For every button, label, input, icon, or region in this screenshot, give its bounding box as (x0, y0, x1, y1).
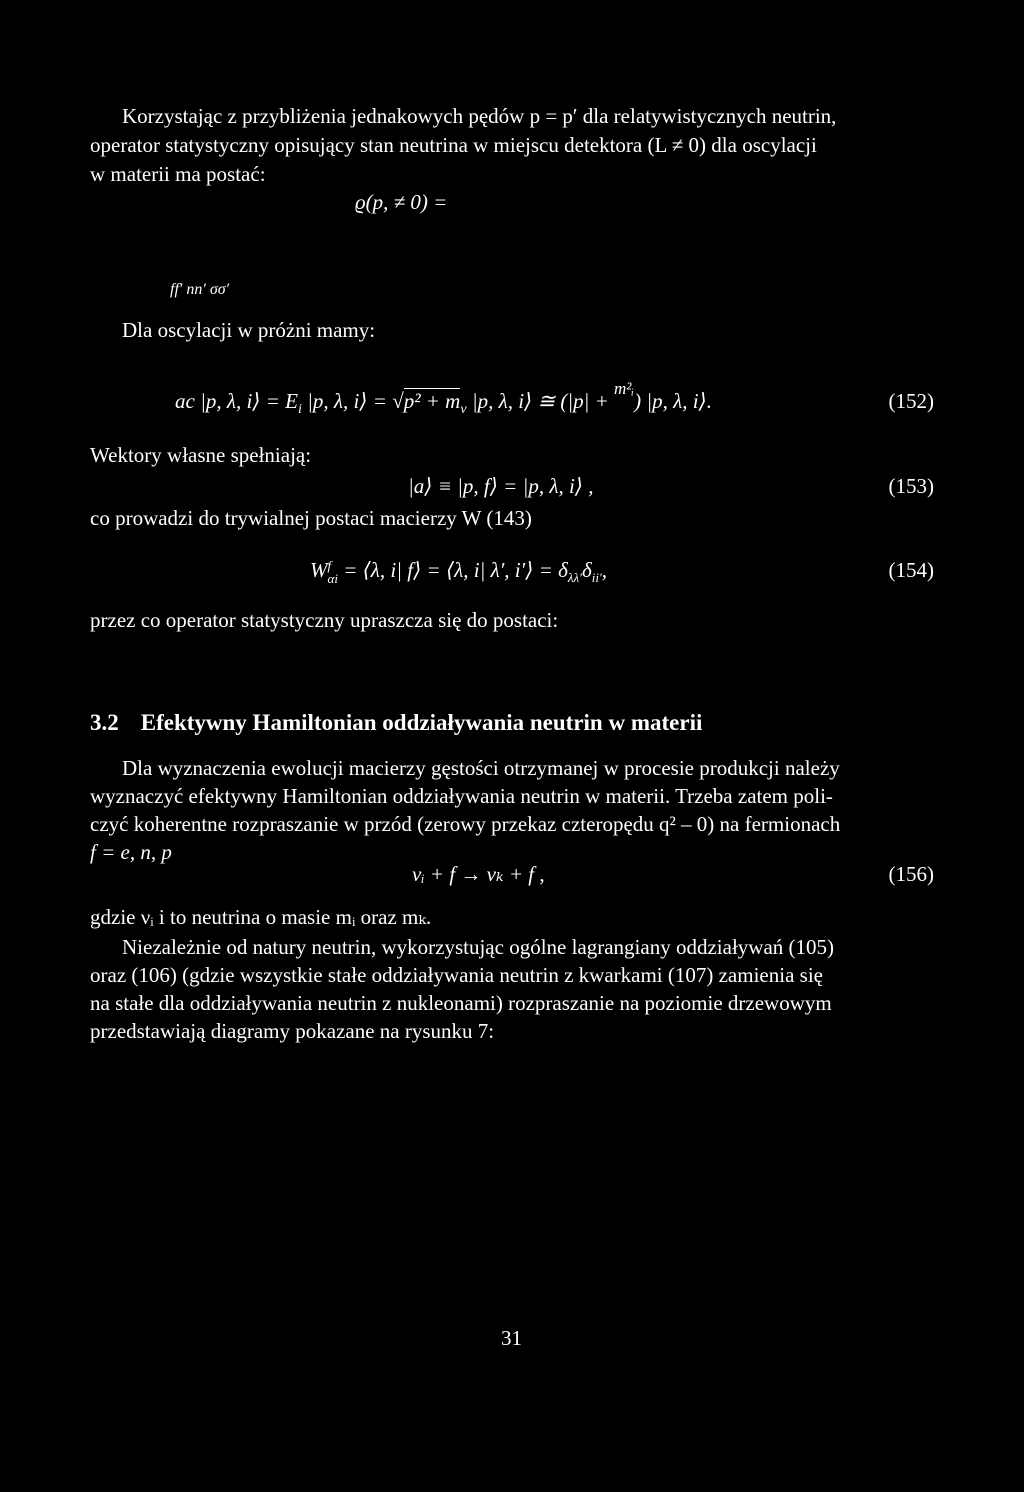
eq154-sup: f (327, 558, 332, 574)
eq154-d1: λλ′ (567, 570, 582, 586)
para1-line-1: Dla wyznaczenia ewolucji macierzy gęstości otrzymanej w procesie produkcji należy (122, 756, 840, 780)
eq154-end: , (601, 558, 608, 582)
vacuum-intro: Dla oscylacji w próżni mamy: (122, 318, 376, 342)
para1-line-4: f = e, n, p (90, 840, 172, 864)
simplify-intro: przez co operator statystyczny upraszcza się do postaci: (90, 608, 559, 632)
eq152-lhs: ac |p, λ, i⟩ = E (175, 389, 298, 413)
para2-line-4: przedstawiają diagramy pokazane na rysunku 7: (90, 1019, 495, 1043)
para2-line-1: Niezależnie od natury neutrin, wykorzystując ogólne lagrangiany oddziaływań (105) (122, 935, 835, 959)
eq152-after: ) |p, λ, i⟩. (634, 389, 712, 413)
sqrt-sign: √ (392, 389, 404, 413)
equation-number-152: (152) (888, 389, 934, 413)
gdzie-line: gdzie νᵢ i to neutrina o masie mᵢ oraz mₖ. (90, 905, 432, 929)
eigen-intro: Wektory własne spełniają: (90, 443, 312, 467)
eq152-sub: i (297, 402, 302, 418)
intro-line-3: w materii ma postać: (90, 162, 266, 186)
para2-line-3: na stałe dla oddziaływania neutrin z nukleonami) rozpraszanie na poziomie drzewowym (90, 991, 832, 1015)
equation-156: νᵢ + f → νₖ + f , (412, 862, 545, 886)
section-title: Efektywny Hamiltonian oddziaływania neutrin w materii (140, 710, 703, 735)
eq154-d3: ii′ (591, 570, 602, 586)
equation-153: |a⟩ ≡ |p, f⟩ = |p, λ, i⟩ , (408, 474, 594, 498)
eq154-d2: δ (581, 558, 592, 582)
eq154-lhs: W (310, 558, 328, 582)
w-intro: co prowadzi do trywialnej postaci macierzy W (143) (90, 506, 532, 530)
equation-fragment: ff′ nn′ σσ′ (170, 281, 230, 298)
equation-152 (175, 379, 712, 418)
para1-line-2: wyznaczyć efektywny Hamiltonian oddziaływania neutrin w materii. Trzeba zatem poli- (90, 784, 833, 808)
eq154-sub: αi (327, 571, 338, 587)
equation-154 (310, 558, 607, 586)
equation-number-154: (154) (888, 558, 934, 582)
para1-line-3: czyć koherentne rozpraszanie w przód (zerowy przekaz czteropędu q² – 0) na fermionach (90, 812, 841, 836)
section-heading (90, 710, 702, 736)
intro-line-1: Korzystając z przybliżenia jednakowych pędów p = p′ dla relatywistycznych neutrin, (122, 104, 837, 128)
eq152-rest: |p, λ, i⟩ ≅ (|p| + (466, 389, 615, 413)
page-number: 31 (501, 1326, 522, 1350)
eq152-sqrt-sub: ν (460, 402, 467, 418)
eq154-rhs: = ⟨λ, i| f⟩ = ⟨λ, i| λ′, i′⟩ = δ (337, 558, 568, 582)
equation-number-156: (156) (888, 862, 934, 886)
equation-number-153: (153) (888, 474, 934, 498)
eq152-mid: |p, λ, i⟩ = (301, 389, 393, 413)
section-number: 3.2 (90, 710, 119, 735)
equation-rho: ϱ(p, ≠ 0) = (355, 190, 448, 214)
eq152-sqrt: p² + m (403, 389, 461, 413)
intro-line-2: operator statystyczny opisujący stan neutrina w miejscu detektora (L ≠ 0) dla oscylacji (90, 133, 817, 157)
eq152-frac: m²ᵢ (614, 379, 635, 398)
para2-line-2: oraz (106) (gdzie wszystkie stałe oddziaływania neutrin z kwarkami (107) zamienia się (90, 963, 823, 987)
